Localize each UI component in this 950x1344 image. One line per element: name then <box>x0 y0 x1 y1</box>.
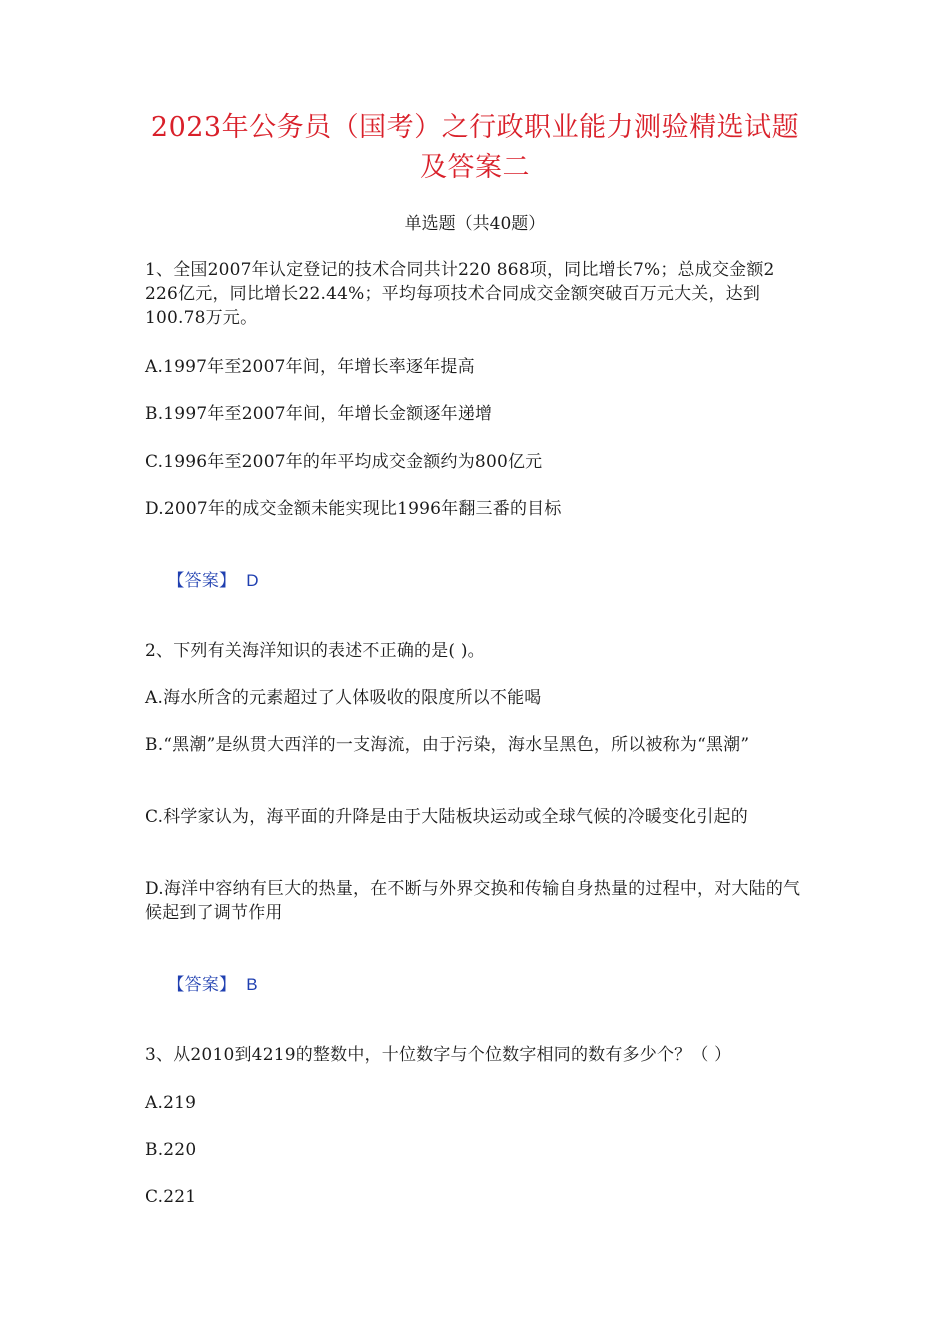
answer-value: B <box>246 975 258 994</box>
question-2-stem: 2、下列有关海洋知识的表述不正确的是( )。 <box>145 641 485 661</box>
question-1-option-c: C.1996年至2007年的年平均成交金额约为800亿元 <box>145 452 543 472</box>
question-2-option-a: A.海水所含的元素超过了人体吸收的限度所以不能喝 <box>145 688 542 708</box>
answer-label: 【答案】 <box>167 571 237 591</box>
question-1-option-b: B.1997年至2007年间，年增长金额逐年递增 <box>145 404 493 424</box>
question-3-option-b: B.220 <box>145 1140 197 1160</box>
question-1-option-a: A.1997年至2007年间，年增长率逐年提高 <box>145 357 475 377</box>
question-2-option-c: C.科学家认为，海平面的升降是由于大陆板块运动或全球气候的冷暖变化引起的 <box>145 807 749 827</box>
question-2-answer <box>145 949 810 1021</box>
question-1-answer <box>145 545 810 617</box>
document-title: 2023年公务员（国考）之行政职业能力测验精选试题及答案二 <box>150 112 800 183</box>
question-3-option-c: C.221 <box>145 1187 197 1207</box>
section-heading: 单选题（共40题） <box>404 214 546 234</box>
question-1-stem: 1、全国2007年认定登记的技术合同共计220 868项，同比增长7%；总成交金额2 226亿元，同比增长22.44%；平均每项技术合同成交金额突破百万元大关，达到100.78万元。 <box>145 260 781 328</box>
question-3-option-a: A.219 <box>145 1093 197 1113</box>
question-2-option-b: B.“黑潮”是纵贯大西洋的一支海流，由于污染，海水呈黑色，所以被称为“黑潮” <box>145 735 750 755</box>
question-2-option-d: D.海洋中容纳有巨大的热量，在不断与外界交换和传输自身热量的过程中，对大陆的气候起到了调节作用 <box>145 879 801 923</box>
question-3-stem: 3、从2010到4219的整数中，十位数字与个位数字相同的数有多少个？（ ） <box>145 1045 732 1065</box>
question-1-option-d: D.2007年的成交金额未能实现比1996年翻三番的目标 <box>145 499 562 519</box>
answer-value: D <box>246 571 259 590</box>
answer-label: 【答案】 <box>167 975 237 995</box>
